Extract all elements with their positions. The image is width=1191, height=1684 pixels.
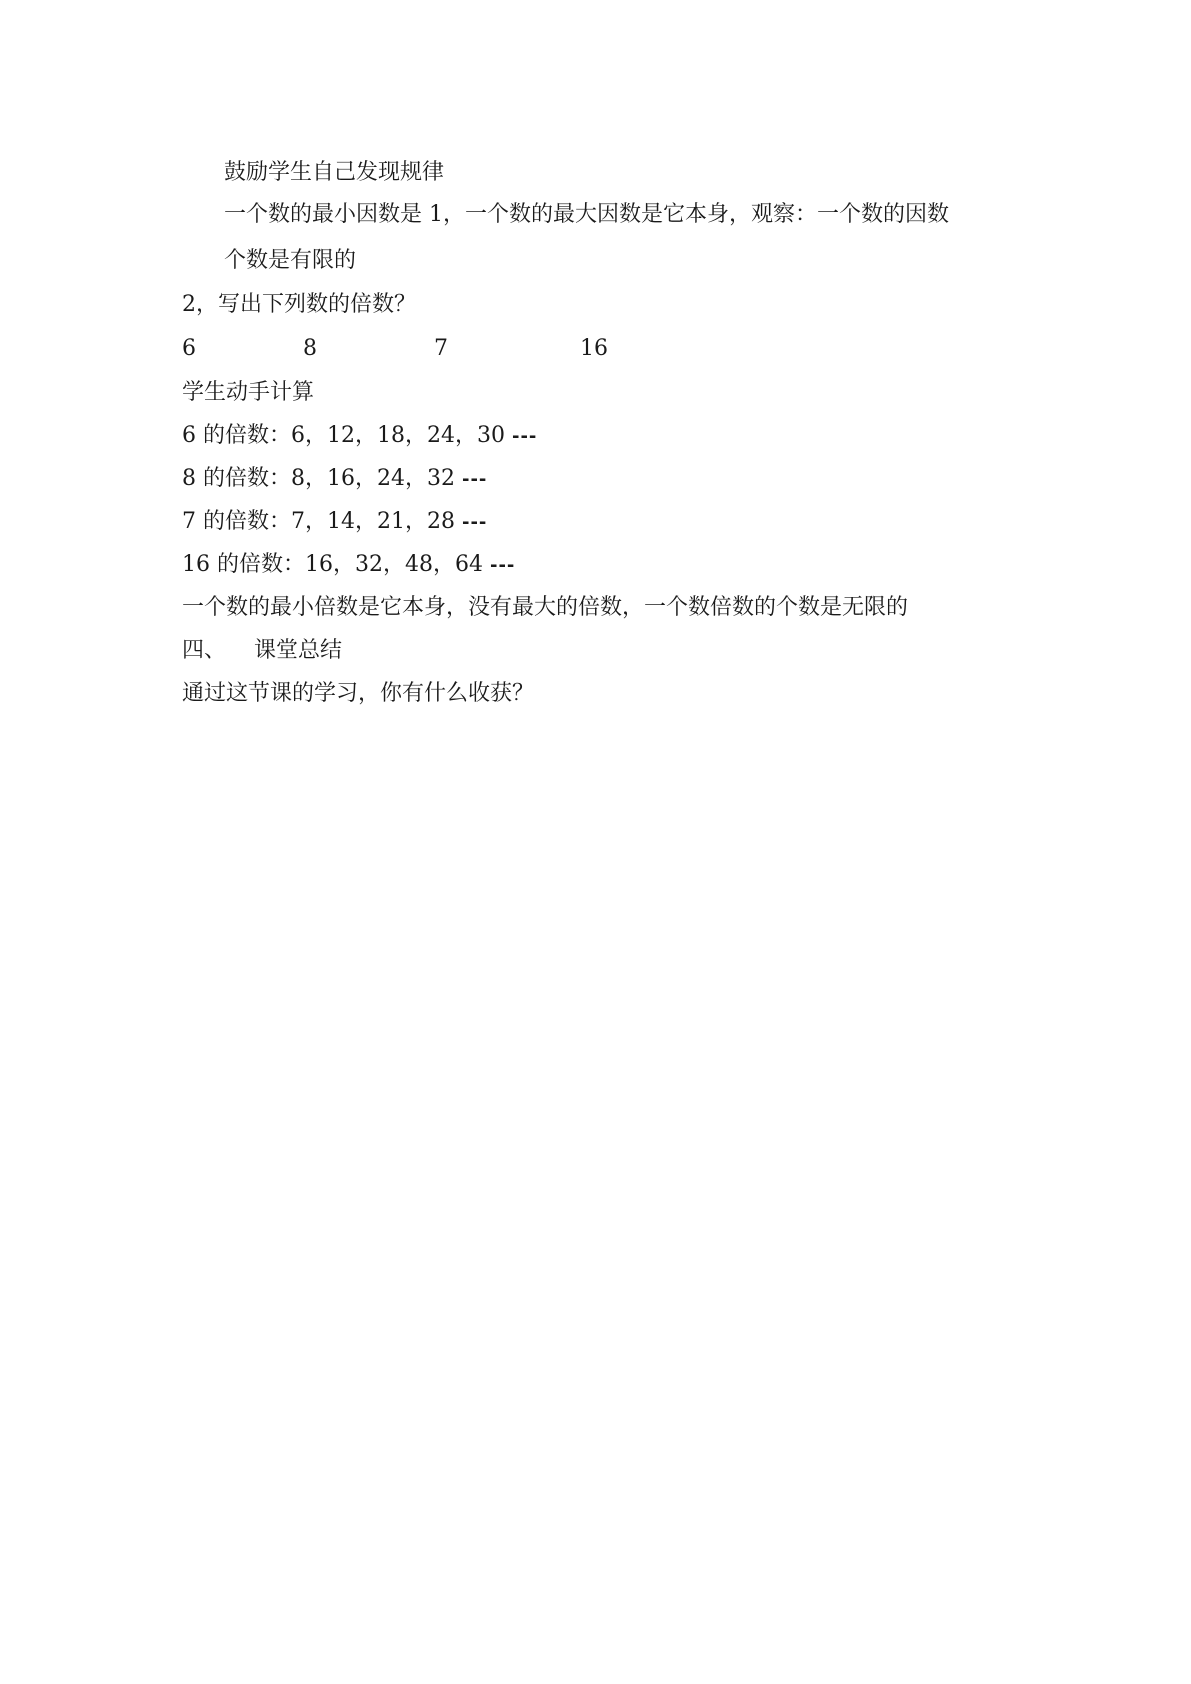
multiples-of-16-text: 16 的倍数：16，32，48，64 [182,552,483,577]
ellipsis-dashes: --- [461,512,488,533]
multiples-of-8 [182,464,487,495]
multiples-rule-text: 一个数的最小倍数是它本身，没有最大的倍数，一个数倍数的个数是无限的 [182,595,909,620]
multiples-of-8-text: 8 的倍数：8，16，24，32 [182,466,455,491]
reflection-question: 通过这节课的学习，你有什么收获？ [182,681,535,706]
multiples-of-6 [182,421,537,452]
ellipsis-dashes: --- [489,555,516,576]
factor-rule-line-1: 一个数的最小因数是 1，一个数的最大因数是它本身，观察：一个数的因数 [224,202,949,227]
hands-on-text: 学生动手计算 [182,380,315,405]
multiples-of-7-text: 7 的倍数：7，14，21，28 [182,509,455,534]
ellipsis-dashes: --- [511,426,538,447]
question-2: 2，写出下列数的倍数？ [182,292,416,317]
multiples-of-7 [182,507,487,538]
number-7: 7 [434,336,448,361]
factor-rule-line-2: 个数是有限的 [224,248,357,273]
multiples-of-16 [182,550,515,581]
number-16: 16 [580,336,608,361]
encourage-text: 鼓励学生自己发现规律 [224,160,445,185]
multiples-of-6-text: 6 的倍数：6，12，18，24，30 [182,423,505,448]
section-4-heading: 四、 课堂总结 [182,638,342,663]
ellipsis-dashes: --- [461,469,488,490]
number-6: 6 [182,336,196,361]
number-8: 8 [303,336,317,361]
